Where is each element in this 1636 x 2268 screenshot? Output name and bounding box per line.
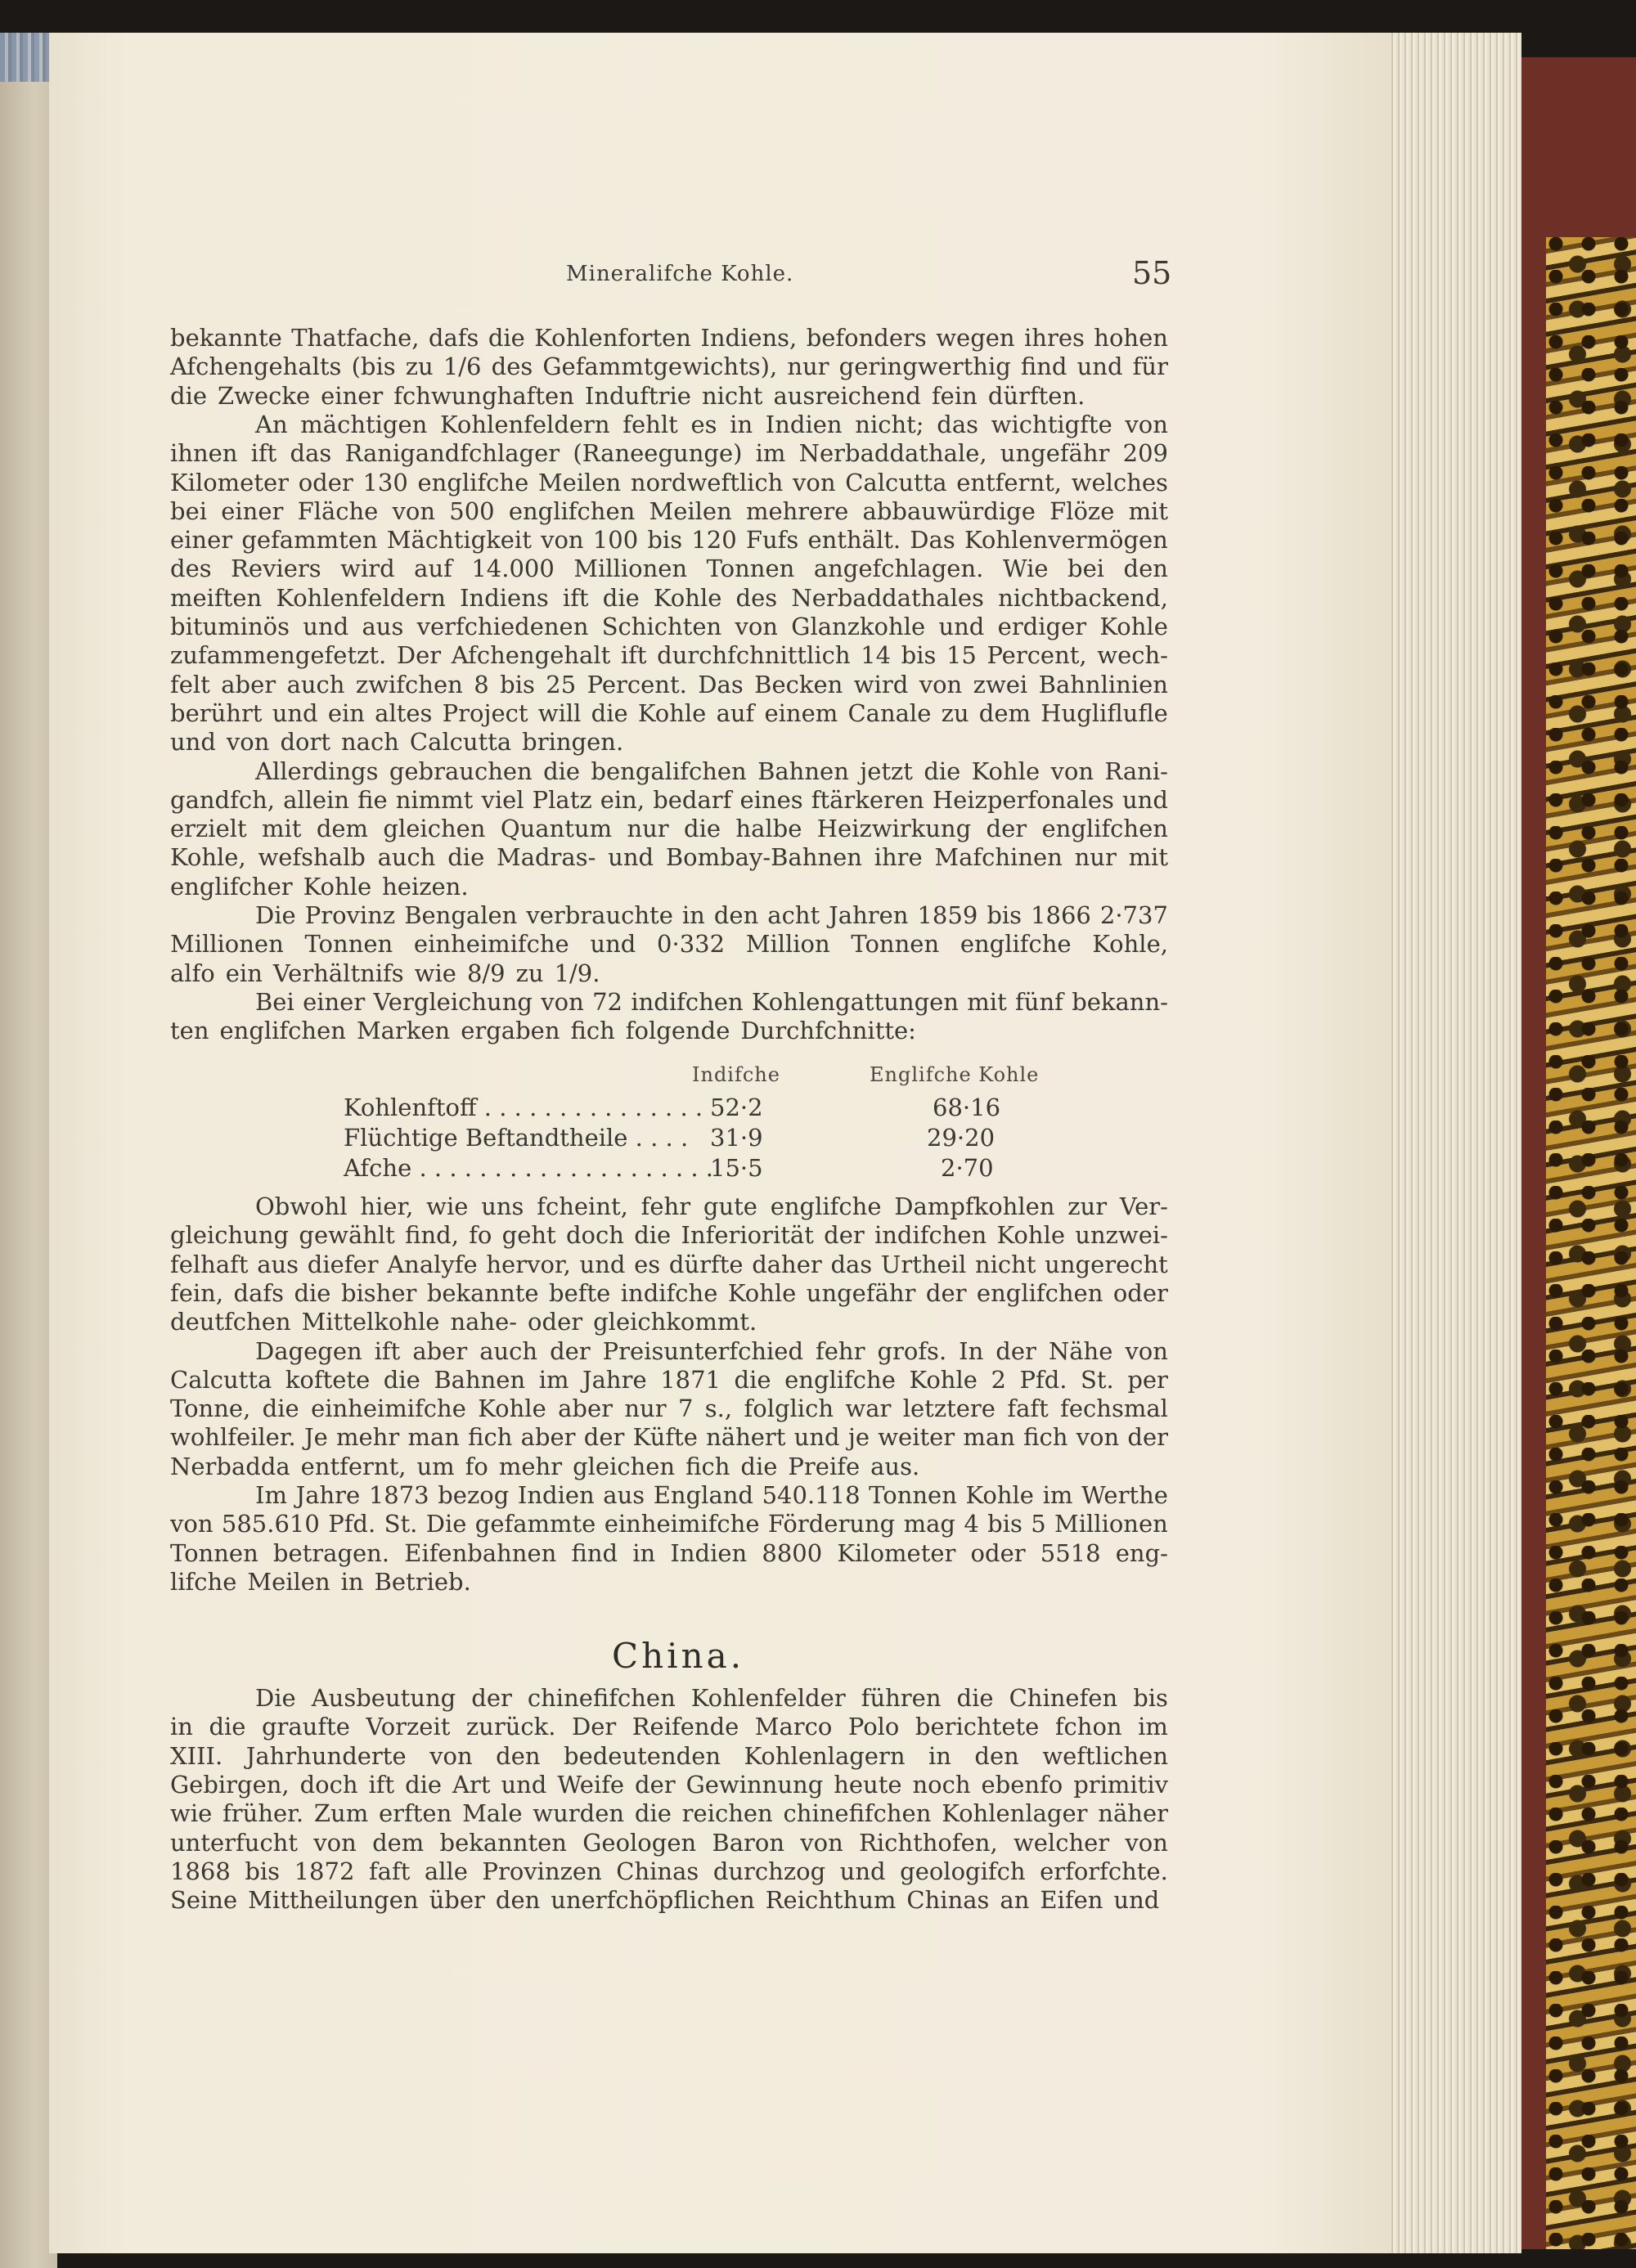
text-line: und von dort nach Calcutta bringen.: [170, 728, 624, 757]
text-line: alfo ein Verhältnifs wie 8/9 zu 1/9.: [170, 959, 600, 987]
text-line: zufammengefetzt. Der Afchengehalt ift durchfchnittlich 14 bis 15 Percent, wech-: [170, 641, 1168, 670]
table-row-label: Afche . . . . . . . . . . . . . . . . . . . .: [344, 1154, 713, 1182]
text-line: Millionen Tonnen einheimifche und 0·332 Million Tonnen englifche Kohle,: [170, 930, 1168, 959]
table-header-english: Englifche Kohle: [870, 1063, 1040, 1086]
text-line: wohlfeiler. Je mehr man fich aber der Küfte nähert und je weiter man fich von der: [170, 1423, 1168, 1452]
table-cell-english: 68·16: [933, 1094, 1001, 1121]
text-line: Obwohl hier, wie uns fcheint, fehr gute englifche Dampfkohlen zur Ver-: [255, 1192, 1168, 1220]
table-cell-english: 29·20: [927, 1124, 996, 1152]
marbled-endpaper: [1546, 237, 1636, 2249]
text-line: Calcutta koftete die Bahnen im Jahre 1871 die englifche Kohle 2 Pfd. St. per: [170, 1365, 1168, 1394]
text-line: bei einer Fläche von 500 englifchen Meilen mehrere abbauwürdige Flöze mit: [170, 496, 1168, 525]
table-cell-indian: 15·5: [710, 1154, 763, 1182]
text-line: erzielt mit dem gleichen Quantum nur die halbe Heizwirkung der englifchen: [170, 815, 1168, 843]
text-line: felt aber auch zwifchen 8 bis 25 Percent. Das Becken wird von zwei Bahnlinien: [170, 670, 1168, 698]
text-line: gleichung gewählt find, fo geht doch die Inferiorität der indifchen Kohle unzwei-: [170, 1221, 1168, 1250]
text-line: Nerbadda entfernt, um fo mehr gleichen fich die Preife aus.: [170, 1452, 920, 1480]
text-line: Die Ausbeutung der chinefifchen Kohlenfelder führen die Chinefen bis: [255, 1684, 1168, 1712]
text-line: von 585.610 Pfd. St. Die gefammte einheimifche Förderung mag 4 bis 5 Millionen: [170, 1510, 1168, 1538]
text-line: An mächtigen Kohlenfeldern fehlt es in Indien nicht; das wichtigfte von: [255, 410, 1168, 438]
text-line: Dagegen ift aber auch der Preisunterfchied fehr grofs. In der Nähe von: [255, 1336, 1168, 1365]
table-cell-indian: 31·9: [710, 1124, 763, 1152]
text-line: lifche Meilen in Betrieb.: [170, 1567, 471, 1596]
text-line: ihnen ift das Ranigandfchlager (Raneegunge) im Nerbaddathale, ungefähr 209: [170, 439, 1168, 468]
text-line: meiften Kohlenfeldern Indiens ift die Kohle des Nerbaddathales nichtbackend,: [170, 583, 1168, 612]
page-number: 55: [1132, 255, 1172, 291]
text-line: Kilometer oder 130 englifche Meilen nordweftlich von Calcutta entfernt, welches: [170, 468, 1168, 496]
text-line: ten englifchen Marken ergaben fich folgende Durchfchnitte:: [170, 1017, 916, 1045]
text-line: fein, dafs die bisher bekannte befte indifche Kohle ungefähr der englifchen oder: [170, 1278, 1168, 1307]
text-line: Seine Mittheilungen über den unerfchöpflichen Reichthum Chinas an Eifen und: [170, 1886, 1160, 1915]
text-line: unterfucht von dem bekannten Geologen Baron von Richthofen, welcher von: [170, 1828, 1168, 1857]
text-line: die Zwecke einer fchwunghaften Induftrie nicht ausreichend fein dürften.: [170, 381, 1085, 410]
table-cell-english: 2·70: [941, 1154, 994, 1182]
text-line: Gebirgen, doch ift die Art und Weife der Gewinnung heute noch ebenfo primitiv: [170, 1770, 1168, 1799]
text-line: deutfchen Mittelkohle nahe- oder gleichkommt.: [170, 1308, 757, 1336]
table-cell-indian: 52·2: [710, 1094, 763, 1121]
text-line: Afchengehalts (bis zu 1/6 des Gefammtgewichts), nur geringwerthig find und für: [170, 353, 1168, 381]
text-line: in die graufte Vorzeit zurück. Der Reifende Marco Polo berichtete fchon im: [170, 1713, 1168, 1741]
running-header: Mineralifche Kohle.: [566, 262, 794, 286]
text-line: bekannte Thatfache, dafs die Kohlenforten Indiens, befonders wegen ihres hohen: [170, 324, 1168, 352]
text-line: Tonnen betragen. Eifenbahnen find in Indien 8800 Kilometer oder 5518 eng-: [170, 1538, 1168, 1567]
text-line: einer gefammten Mächtigkeit von 100 bis 120 Fufs enthält. Das Kohlenvermögen: [170, 526, 1168, 555]
text-line: Tonne, die einheimifche Kohle aber nur 7 s., folglich war letztere faft fechsmal: [170, 1394, 1168, 1423]
table-header-indian: Indifche: [692, 1063, 780, 1086]
section-heading: China.: [612, 1636, 745, 1676]
text-line: Bei einer Vergleichung von 72 indifchen Kohlengattungen mit fünf bekann-: [255, 987, 1168, 1016]
text-line: Allerdings gebrauchen die bengalifchen Bahnen jetzt die Kohle von Rani-: [255, 757, 1168, 785]
text-line: Die Provinz Bengalen verbrauchte in den acht Jahren 1859 bis 1866 2·737: [255, 901, 1168, 929]
text-line: bituminös und aus verfchiedenen Schichten von Glanzkohle und erdiger Kohle: [170, 613, 1168, 640]
text-line: Im Jahre 1873 bezog Indien aus England 540.118 Tonnen Kohle im Werthe: [255, 1481, 1168, 1509]
text-line: gandfch, allein fie nimmt viel Platz ein, bedarf eines ftärkeren Heizperfonales und: [170, 785, 1168, 814]
text-line: berührt und ein altes Project will die Kohle auf einem Canale zu dem Hugliflufle: [170, 698, 1168, 727]
text-line: Kohle, wefshalb auch die Madras- und Bombay-Bahnen ihre Mafchinen nur mit: [170, 843, 1168, 872]
text-line: des Reviers wird auf 14.000 Millionen Tonnen angefchlagen. Wie bei den: [170, 555, 1168, 583]
text-line: 1868 bis 1872 faft alle Provinzen Chinas durchzog und geologifch erforfchte.: [170, 1857, 1168, 1885]
table-row-label: Kohlenftoff . . . . . . . . . . . . . . .: [344, 1094, 703, 1121]
text-line: XIII. Jahrhunderte von den bedeutenden Kohlenlagern in den weftlichen: [170, 1741, 1168, 1770]
text-line: englifcher Kohle heizen.: [170, 872, 469, 900]
page-stack-edge: [1382, 33, 1521, 2253]
text-line: felhaft aus diefer Analyfe hervor, und es dürfte daher das Urtheil nicht ungerecht: [170, 1250, 1168, 1278]
text-line: wie früher. Zum erften Male wurden die reichen chinefifchen Kohlenlager näher: [170, 1799, 1168, 1828]
table-row-label: Flüchtige Beftandtheile . . . .: [344, 1124, 689, 1152]
